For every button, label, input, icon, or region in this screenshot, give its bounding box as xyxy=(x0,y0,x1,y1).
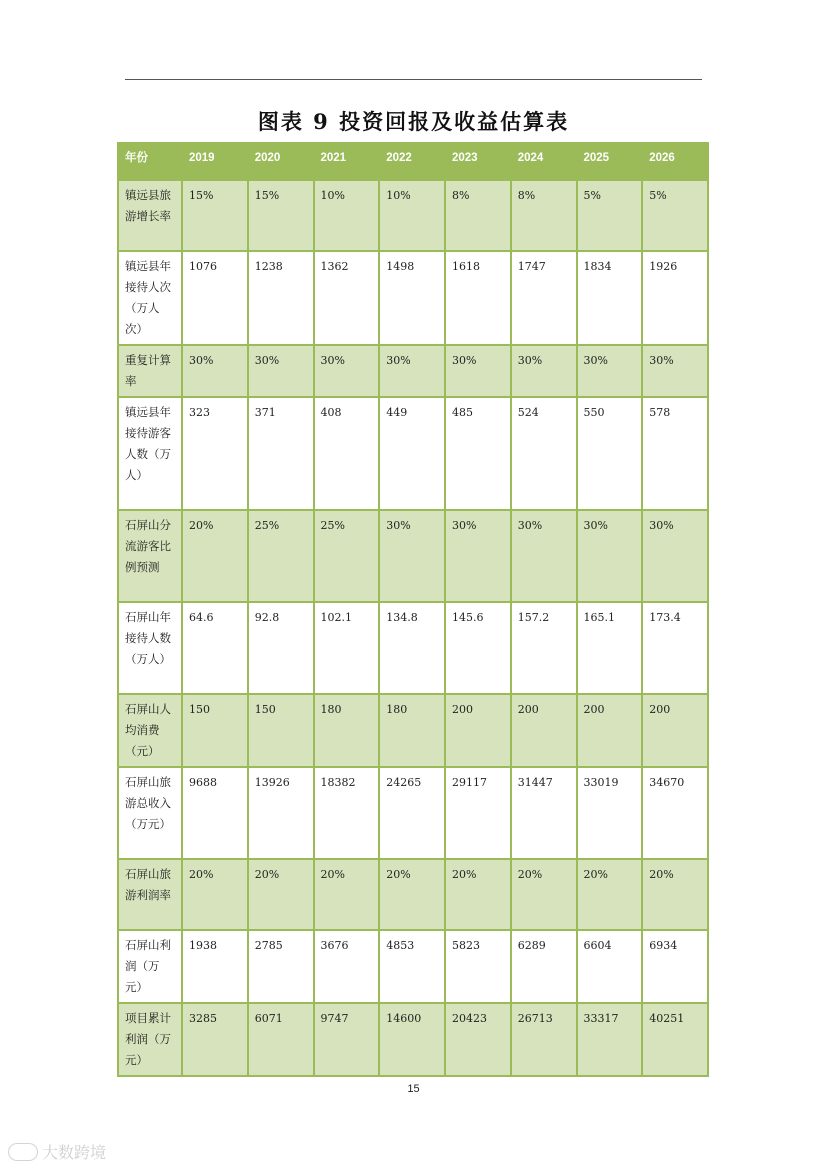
table-cell: 5823 xyxy=(446,931,510,1002)
table-cell: 30% xyxy=(183,346,247,396)
table-cell: 1362 xyxy=(315,252,379,344)
table-cell: 92.8 xyxy=(249,603,313,693)
table-row xyxy=(119,695,707,766)
table-cell: 5% xyxy=(643,181,707,250)
table-cell: 200 xyxy=(446,695,510,766)
table-row xyxy=(119,1004,707,1075)
row-label: 石屏山年接待人数（万人） xyxy=(119,603,181,693)
table-cell: 3676 xyxy=(315,931,379,1002)
table-cell: 1926 xyxy=(643,252,707,344)
table-cell: 8% xyxy=(512,181,576,250)
header-cell-year: 2024 xyxy=(512,144,576,179)
row-label: 镇远县旅游增长率 xyxy=(119,181,181,250)
table-cell: 200 xyxy=(643,695,707,766)
table-cell: 20423 xyxy=(446,1004,510,1075)
table-cell: 30% xyxy=(315,346,379,396)
table-cell: 371 xyxy=(249,398,313,509)
table-cell: 134.8 xyxy=(380,603,444,693)
table-cell: 6071 xyxy=(249,1004,313,1075)
table-cell: 524 xyxy=(512,398,576,509)
table-cell: 180 xyxy=(380,695,444,766)
table-cell: 10% xyxy=(315,181,379,250)
row-label: 石屏山分流游客比例预测 xyxy=(119,511,181,601)
table-cell: 1618 xyxy=(446,252,510,344)
row-label: 镇远县年接待人次（万人次） xyxy=(119,252,181,344)
table-cell: 485 xyxy=(446,398,510,509)
row-label: 石屏山旅游总收入（万元） xyxy=(119,768,181,858)
table-cell: 6289 xyxy=(512,931,576,1002)
table-cell: 20% xyxy=(512,860,576,929)
table-cell: 20% xyxy=(315,860,379,929)
table-cell: 30% xyxy=(249,346,313,396)
table-cell: 9688 xyxy=(183,768,247,858)
investment-return-table xyxy=(117,142,709,1077)
table-cell: 578 xyxy=(643,398,707,509)
table-cell: 4853 xyxy=(380,931,444,1002)
header-cell-year: 2026 xyxy=(643,144,707,179)
page-number: 15 xyxy=(407,1083,420,1095)
table-cell: 6604 xyxy=(578,931,642,1002)
table-cell: 1238 xyxy=(249,252,313,344)
table-cell: 1498 xyxy=(380,252,444,344)
table-cell: 2785 xyxy=(249,931,313,1002)
table-row xyxy=(119,603,707,693)
table-cell: 33019 xyxy=(578,768,642,858)
table-cell: 449 xyxy=(380,398,444,509)
table-cell: 145.6 xyxy=(446,603,510,693)
table-cell: 15% xyxy=(249,181,313,250)
table-cell: 30% xyxy=(446,511,510,601)
table-row xyxy=(119,768,707,858)
table-cell: 408 xyxy=(315,398,379,509)
watermark-logo-icon xyxy=(8,1143,38,1161)
table-cell: 10% xyxy=(380,181,444,250)
table-cell: 1938 xyxy=(183,931,247,1002)
table-cell: 20% xyxy=(446,860,510,929)
table-cell: 20% xyxy=(183,860,247,929)
table-cell: 8% xyxy=(446,181,510,250)
table-cell: 33317 xyxy=(578,1004,642,1075)
table-cell: 1747 xyxy=(512,252,576,344)
table-cell: 20% xyxy=(380,860,444,929)
header-cell-year: 2021 xyxy=(315,144,379,179)
watermark xyxy=(8,1140,106,1163)
table-row xyxy=(119,931,707,1002)
row-label: 石屏山人均消费（元） xyxy=(119,695,181,766)
table-cell: 13926 xyxy=(249,768,313,858)
table-cell: 64.6 xyxy=(183,603,247,693)
table-cell: 25% xyxy=(249,511,313,601)
table-cell: 20% xyxy=(578,860,642,929)
row-label: 项目累计利润（万元） xyxy=(119,1004,181,1075)
table-body xyxy=(119,181,707,1075)
table-row xyxy=(119,252,707,344)
header-cell-year: 2019 xyxy=(183,144,247,179)
header-cell-year: 2025 xyxy=(578,144,642,179)
table-cell: 180 xyxy=(315,695,379,766)
table-cell: 157.2 xyxy=(512,603,576,693)
table-row xyxy=(119,346,707,396)
table-cell: 173.4 xyxy=(643,603,707,693)
table-cell: 1076 xyxy=(183,252,247,344)
table-cell: 30% xyxy=(578,511,642,601)
table-cell: 323 xyxy=(183,398,247,509)
table-cell: 200 xyxy=(512,695,576,766)
table-cell: 5% xyxy=(578,181,642,250)
table-row xyxy=(119,181,707,250)
table-row xyxy=(119,860,707,929)
header-cell-year: 2022 xyxy=(380,144,444,179)
table-cell: 150 xyxy=(183,695,247,766)
header-cell-year: 2020 xyxy=(249,144,313,179)
table-cell: 18382 xyxy=(315,768,379,858)
row-label: 镇远县年接待游客人数（万人） xyxy=(119,398,181,509)
table-cell: 550 xyxy=(578,398,642,509)
table-cell: 34670 xyxy=(643,768,707,858)
table-cell: 26713 xyxy=(512,1004,576,1075)
table-cell: 1834 xyxy=(578,252,642,344)
row-label: 重复计算率 xyxy=(119,346,181,396)
table-cell: 3285 xyxy=(183,1004,247,1075)
table-cell: 30% xyxy=(380,511,444,601)
table-cell: 24265 xyxy=(380,768,444,858)
table-row xyxy=(119,398,707,509)
table-cell: 30% xyxy=(643,511,707,601)
table-cell: 14600 xyxy=(380,1004,444,1075)
table-cell: 30% xyxy=(380,346,444,396)
watermark-text: 大数跨境 xyxy=(42,1143,107,1162)
header-cell-year: 2023 xyxy=(446,144,510,179)
table-cell: 165.1 xyxy=(578,603,642,693)
table-cell: 30% xyxy=(512,511,576,601)
header-row xyxy=(119,144,707,179)
table-cell: 30% xyxy=(512,346,576,396)
table-cell: 29117 xyxy=(446,768,510,858)
header-cell-year-label: 年份 xyxy=(119,144,181,179)
table-cell: 150 xyxy=(249,695,313,766)
table-cell: 15% xyxy=(183,181,247,250)
table-cell: 25% xyxy=(315,511,379,601)
header-rule xyxy=(125,79,702,80)
row-label: 石屏山利润（万元） xyxy=(119,931,181,1002)
table-cell: 102.1 xyxy=(315,603,379,693)
table-cell: 20% xyxy=(643,860,707,929)
table-cell: 30% xyxy=(446,346,510,396)
table-cell: 9747 xyxy=(315,1004,379,1075)
table-cell: 20% xyxy=(183,511,247,601)
table-cell: 20% xyxy=(249,860,313,929)
table-cell: 31447 xyxy=(512,768,576,858)
row-label: 石屏山旅游利润率 xyxy=(119,860,181,929)
table-title: 图表 9 投资回报及收益估算表 xyxy=(257,109,570,134)
table-row xyxy=(119,511,707,601)
table-cell: 30% xyxy=(643,346,707,396)
table-cell: 30% xyxy=(578,346,642,396)
table-cell: 200 xyxy=(578,695,642,766)
table-cell: 40251 xyxy=(643,1004,707,1075)
table-cell: 6934 xyxy=(643,931,707,1002)
